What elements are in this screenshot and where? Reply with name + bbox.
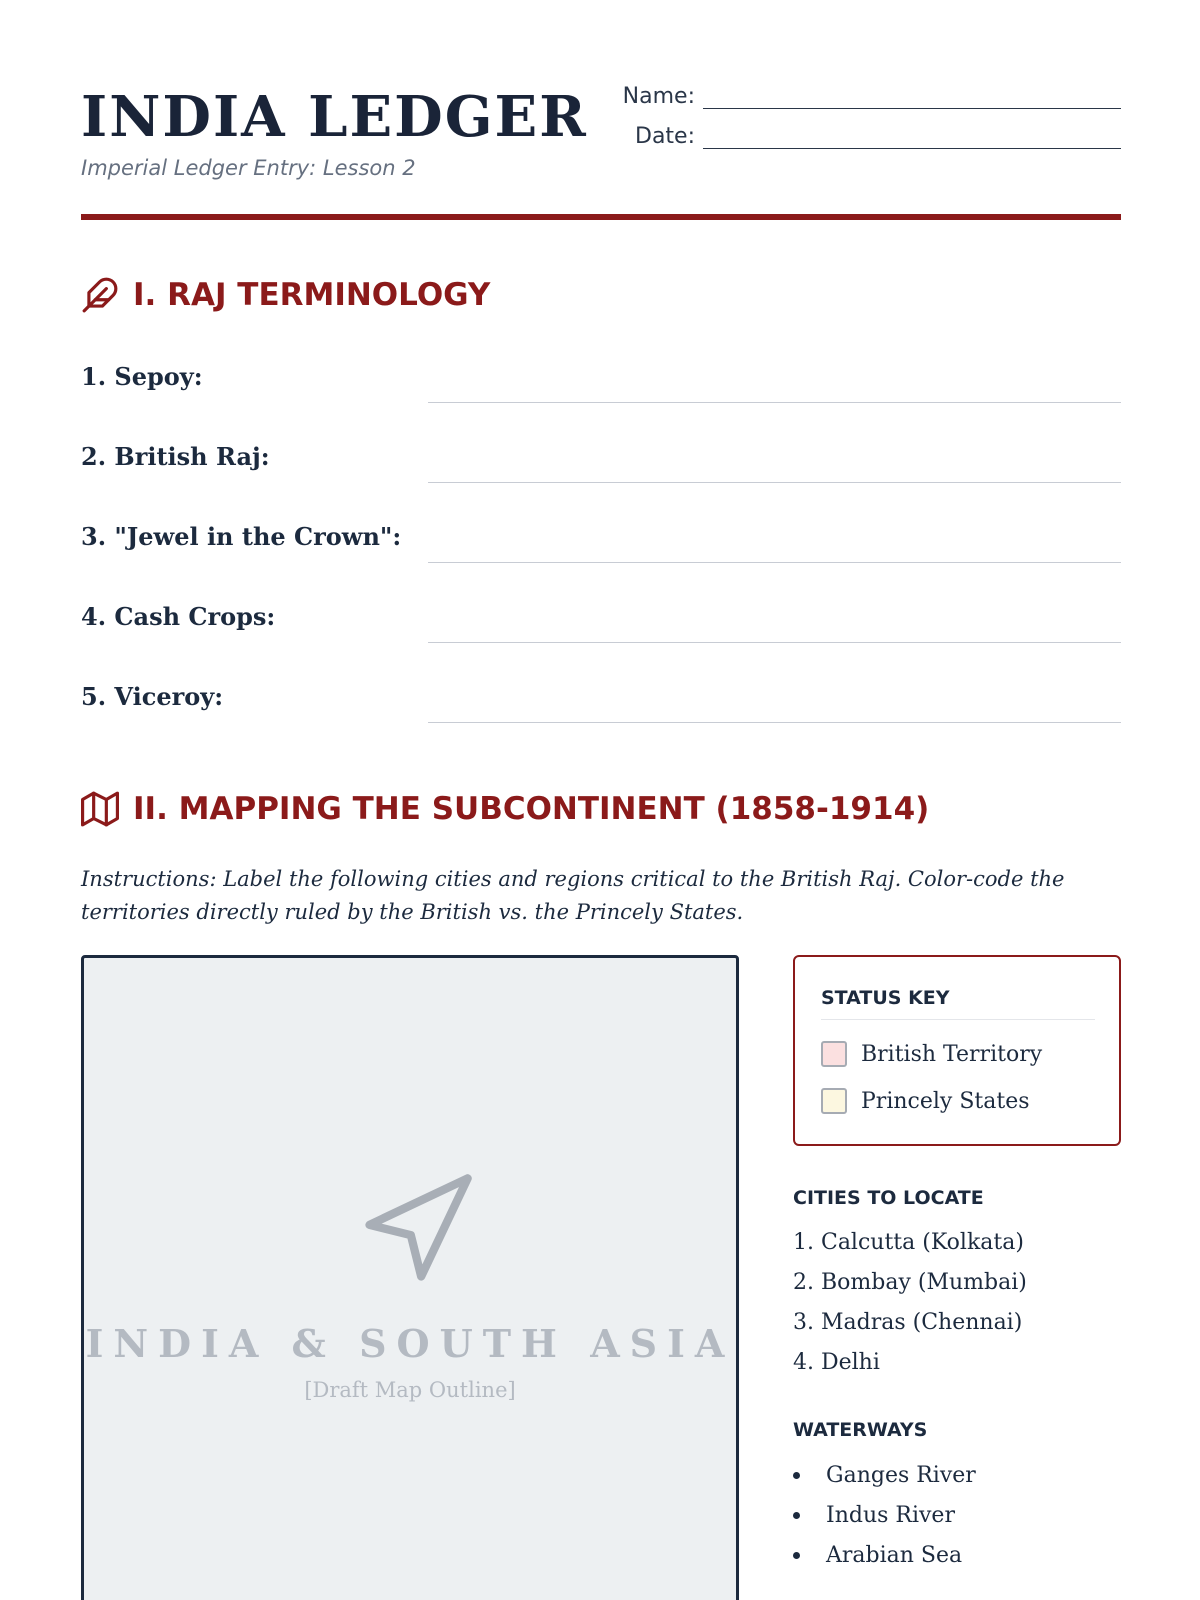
answer-line[interactable] [428,722,1121,723]
status-key [793,955,1121,1146]
british-swatch [821,1041,847,1067]
map-area[interactable] [81,955,739,1600]
answer-line[interactable] [428,642,1121,643]
cities-heading: CITIES TO LOCATE [793,1187,984,1209]
instructions-text: Instructions: Label the following cities and regions critical to the British Raj. Color-code the territories directly ruled by the British vs. the Princely States. [81,867,1065,924]
term-label: 4. Cash Crops: [81,602,276,631]
term-row [81,362,1121,422]
section-title: II. MAPPING THE SUBCONTINENT (1858-1914) [133,791,930,827]
city-item: 1. Calcutta (Kolkata) [793,1230,1024,1255]
feather-icon [81,276,119,314]
term-label: 5. Viceroy: [81,682,224,711]
waterway-label: Arabian Sea [826,1543,963,1568]
date-blank-line[interactable] [703,127,1121,149]
date-label: Date: [635,124,695,149]
navigation-arrow-icon [354,1168,478,1292]
status-key-title: STATUS KEY [821,987,1095,1020]
answer-line[interactable] [428,482,1121,483]
section-heading-mapping [81,790,929,828]
answer-line[interactable] [428,402,1121,403]
term-label: 1. Sepoy: [81,362,203,391]
answer-line[interactable] [428,562,1121,563]
key-label: British Territory [861,1041,1043,1067]
waterway-item [793,1503,955,1528]
city-item: 3. Madras (Chennai) [793,1310,1023,1335]
city-item: 2. Bombay (Mumbai) [793,1270,1027,1295]
name-label: Name: [622,84,695,109]
map-subtitle: [Draft Map Outline] [304,1378,516,1402]
name-blank-line[interactable] [703,87,1121,109]
map-icon [81,790,119,828]
key-item-princely [821,1088,1030,1114]
term-row [81,442,1121,502]
date-field[interactable] [611,124,1121,149]
waterway-label: Ganges River [826,1463,976,1488]
bullet [793,1512,800,1519]
section-heading-terminology [81,276,490,314]
term-label: 2. British Raj: [81,442,270,471]
bullet [793,1472,800,1479]
worksheet-header [81,84,1121,224]
city-item: 4. Delhi [793,1350,880,1375]
page-title: INDIA LEDGER [81,84,588,150]
bullet [793,1552,800,1559]
waterway-item [793,1543,962,1568]
name-field[interactable] [611,84,1121,109]
map-title: INDIA & SOUTH ASIA [85,1321,735,1366]
key-label: Princely States [861,1088,1030,1114]
section-title: I. RAJ TERMINOLOGY [133,277,491,313]
waterways-heading: WATERWAYS [793,1419,928,1441]
page-subtitle: Imperial Ledger Entry: Lesson 2 [81,156,416,180]
waterway-item [793,1463,976,1488]
term-row [81,682,1121,742]
term-row [81,522,1121,582]
header-divider [81,214,1121,220]
princely-swatch [821,1088,847,1114]
waterway-label: Indus River [826,1503,955,1528]
term-row [81,602,1121,662]
key-item-british [821,1041,1042,1067]
term-label: 3. "Jewel in the Crown": [81,522,402,551]
